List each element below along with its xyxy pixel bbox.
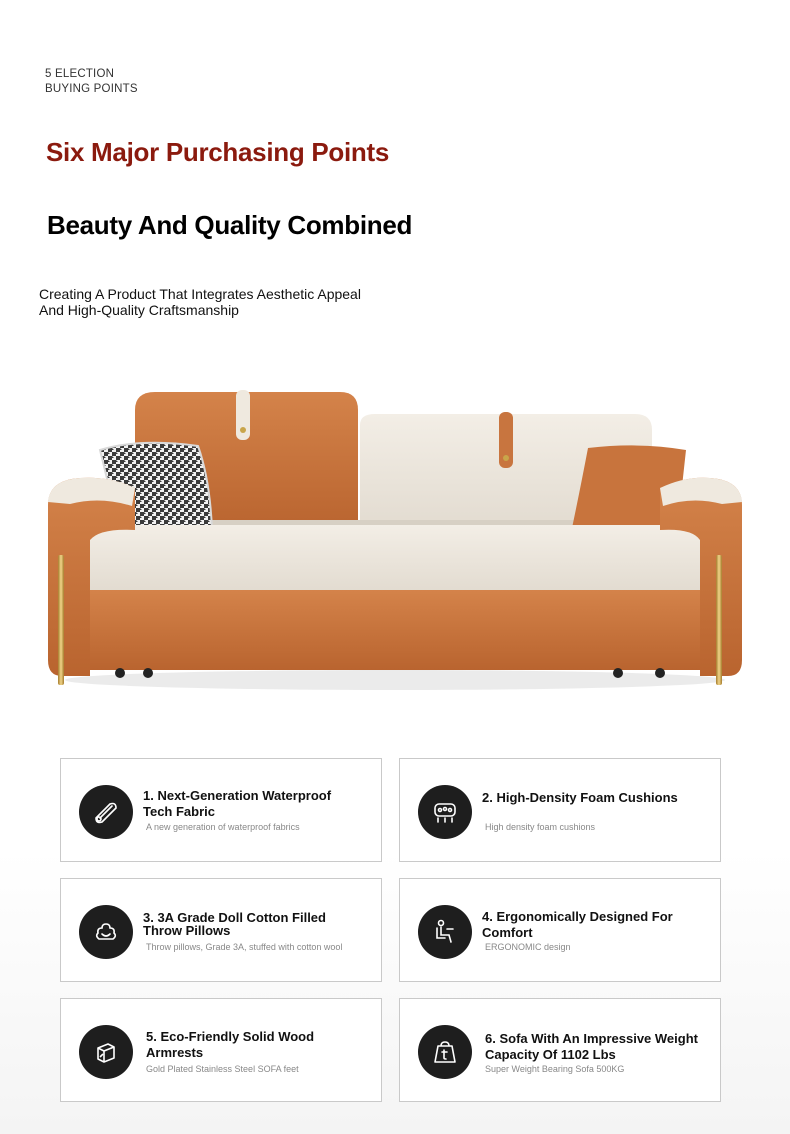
feature-card-3	[60, 878, 382, 982]
tagline-line-1: Creating A Product That Integrates Aesthetic Appeal	[39, 286, 361, 302]
feature-description: ERGONOMIC design	[485, 942, 571, 952]
foam-cushion-icon	[418, 785, 472, 839]
feature-description: Super Weight Bearing Sofa 500KG	[485, 1064, 625, 1074]
feature-title: 4. Ergonomically Designed For Comfort	[482, 909, 673, 940]
cotton-icon	[79, 905, 133, 959]
feature-title: 6. Sofa With An Impressive Weight Capacity Of 1102 Lbs	[485, 1031, 698, 1062]
feature-title: 3. 3A Grade Doll Cotton Filled Throw Pillows	[143, 910, 326, 938]
feature-card-4	[399, 878, 721, 982]
feature-description: High density foam cushions	[485, 822, 596, 832]
sofa-image	[40, 380, 750, 700]
feature-title: 1. Next-Generation Waterproof Tech Fabric	[143, 788, 332, 819]
feature-card-5	[60, 998, 382, 1102]
feature-description: Gold Plated Stainless Steel SOFA feet	[146, 1064, 299, 1074]
wood-block-icon	[79, 1025, 133, 1079]
page-title: Six Major Purchasing Points	[46, 137, 389, 167]
feature-title: 5. Eco-Friendly Solid Wood Armrests	[146, 1029, 315, 1060]
feature-description: A new generation of waterproof fabrics	[146, 822, 300, 832]
feature-title: 2. High-Density Foam Cushions	[482, 790, 678, 805]
feature-card-2	[399, 758, 721, 862]
feature-card-6	[399, 998, 721, 1102]
eyebrow-line-1: 5 ELECTION	[45, 68, 115, 80]
eyebrow-line-2: BUYING POINTS	[45, 83, 138, 95]
tagline-line-2: And High-Quality Craftsmanship	[39, 302, 239, 318]
tagline	[39, 286, 361, 318]
page-subtitle: Beauty And Quality Combined	[47, 210, 413, 240]
feature-description: Throw pillows, Grade 3A, stuffed with cotton wool	[146, 942, 343, 952]
section-eyebrow	[45, 67, 138, 97]
feature-card-1	[60, 758, 382, 862]
weight-icon	[418, 1025, 472, 1079]
ergonomic-seat-icon	[418, 905, 472, 959]
fabric-roll-icon	[79, 785, 133, 839]
